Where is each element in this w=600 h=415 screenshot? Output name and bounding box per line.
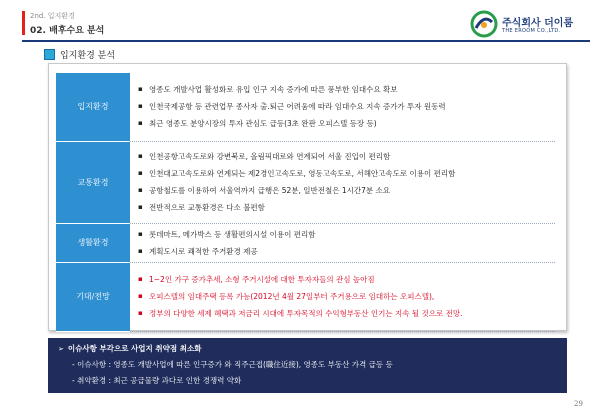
table-row	[56, 262, 555, 331]
notes-heading: 이슈사항 부각으로 사업지 취약점 최소화	[67, 344, 202, 353]
notes-line: - 취약환경 : 최근 공급물량 과다로 인한 경쟁력 약화	[72, 376, 242, 385]
list-item: ▪ 전반적으로 교통환경은 다소 불편함	[136, 199, 555, 216]
notes-heading-line	[58, 341, 557, 357]
row-category-label: 생활환경	[56, 223, 130, 262]
row-content	[130, 141, 555, 223]
table-row	[56, 73, 555, 141]
bullet-list	[136, 226, 555, 260]
blue-square-icon	[44, 49, 55, 60]
table-row	[56, 141, 555, 223]
list-item: ▪ 계획도시로 쾌적한 주거환경 제공	[136, 243, 555, 260]
list-item: ▪ 최근 영종도 분양시장의 투자 관심도 급등(3초 완판 오피스텔 등장 등)	[136, 115, 555, 132]
list-item: ▪ 인천대교고속도로와 연계되는 제2경인고속도로, 영동고속도로, 서해안고속도로 이용이 편리함	[136, 165, 555, 182]
list-item: ▪ 인천국제공항 등 관련업무 종사자 출.퇴근 어려움에 따라 임대수요 지속 증가가 투자 원동력	[136, 98, 555, 115]
list-item: ▪ 정부의 다양한 세제 혜택과 저금리 시대에 투자목적의 수익형부동산 인기는 지속 될 것으로 전망.	[136, 305, 555, 322]
table-row	[56, 223, 555, 262]
page-title: 02. 배후수요 분석	[30, 26, 105, 36]
list-item: ▪ 공항철도를 이용하여 서울역까지 급행은 52분, 일반전철은 1시간7분 소요	[136, 182, 555, 199]
arrow-marker-icon: ➢	[58, 345, 64, 353]
list-item: ▪ 영종도 개발사업 활성화로 유입 인구 지속 증가에 따른 풍부한 임대수요 확보	[136, 81, 555, 98]
list-item: ▪ 1~2인 가구 증가추세, 소형 주거시설에 대한 투자자들의 관심 높아짐	[136, 271, 555, 288]
list-item: ▪ 오피스텔의 임대주택 등록 가능(2012년 4월 27일부터 주거용으로 임대하는 오피스텔),	[136, 288, 555, 305]
header-divider	[22, 40, 590, 42]
list-item: ▪ 인천공항고속도로와 강변북로, 올림픽대로와 연계되어 서울 진입이 편리함	[136, 148, 555, 165]
logo-company-name: 주식회사 더이룸	[502, 18, 574, 29]
header-accent-bar	[22, 11, 25, 35]
row-category-label: 교통환경	[56, 141, 130, 223]
bullet-list	[136, 81, 555, 132]
eroom-logo-icon	[470, 10, 498, 38]
highlighted-bullet-list	[136, 271, 555, 322]
row-category-label: 기대/전망	[56, 262, 130, 331]
row-content	[130, 262, 555, 331]
page-number: 29	[574, 400, 583, 408]
header-subtitle: 2nd. 입지환경	[30, 12, 75, 20]
issue-notes-box	[48, 338, 567, 393]
logo-company-subtitle: THE EROOM CO.,LTD.	[502, 28, 561, 34]
company-logo	[470, 8, 590, 40]
row-category-label: 입지환경	[56, 73, 130, 141]
bullet-list	[136, 148, 555, 216]
list-item: ▪ 롯데마트, 메가박스 등 생활편의시설 이용이 편리함	[136, 226, 555, 243]
location-analysis-table	[56, 73, 555, 332]
row-content	[130, 73, 555, 141]
row-content	[130, 223, 555, 262]
section-title: 입지환경 분석	[60, 51, 116, 61]
notes-line: - 이슈사항 : 영종도 개발사업에 따른 인구증가 와 직주근접(職住近接), 영종도 부동산 가격 급등 등	[72, 360, 393, 369]
